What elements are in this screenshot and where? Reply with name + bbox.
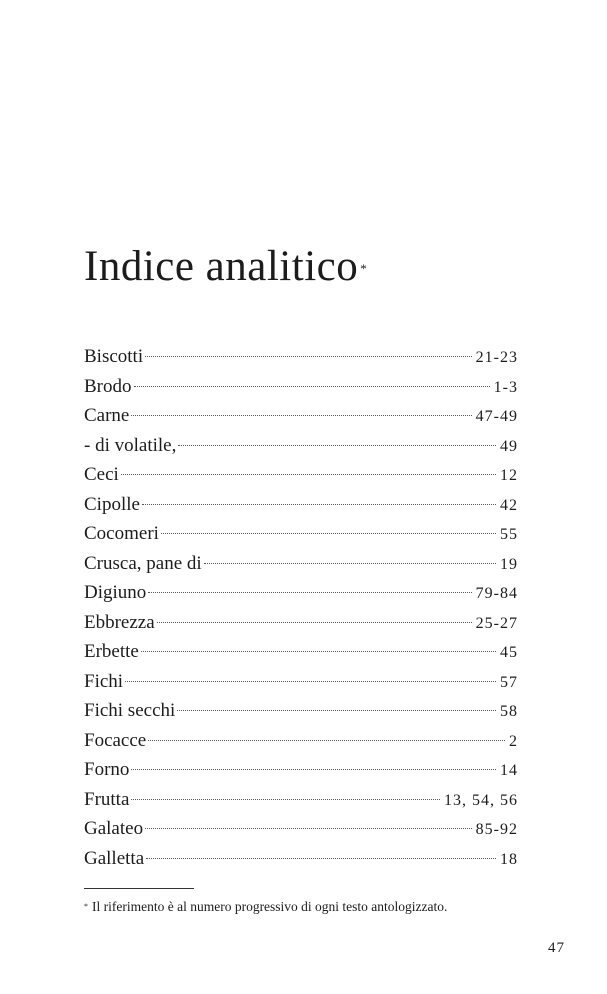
index-pages: 49 <box>500 437 518 455</box>
dot-leader <box>145 828 472 829</box>
index-term: Ebbrezza <box>84 611 155 633</box>
dot-leader <box>157 622 472 623</box>
index-entry <box>84 844 518 874</box>
index-pages: 21-23 <box>475 349 518 366</box>
dot-leader <box>134 386 490 387</box>
index-entry <box>84 431 518 461</box>
index-pages: 25-27 <box>475 614 518 632</box>
dot-leader <box>131 799 440 800</box>
index-pages: 18 <box>500 850 518 868</box>
index-pages: 2 <box>509 732 518 750</box>
footnote-marker: * <box>360 261 368 276</box>
index-pages: 47-49 <box>475 408 518 425</box>
footnote-divider <box>84 888 194 889</box>
index-term: Fichi secchi <box>84 700 176 721</box>
index-term: Cipolle <box>84 493 140 515</box>
index-term: Carne <box>84 405 130 426</box>
index-term: Crusca, pane di <box>84 552 202 574</box>
index-term: Biscotti <box>84 346 144 367</box>
index-term: Erbette <box>84 641 139 662</box>
index-pages: 14 <box>500 762 518 779</box>
index-pages: 58 <box>500 703 518 720</box>
index-pages: 85-92 <box>475 821 518 838</box>
dot-leader <box>121 474 496 475</box>
index-pages: 19 <box>500 555 518 573</box>
footnote <box>84 897 447 917</box>
index-pages: 79-84 <box>475 585 518 602</box>
dot-leader <box>204 563 496 564</box>
index-entry <box>84 549 518 579</box>
index-entry <box>84 726 518 756</box>
dot-leader <box>146 858 496 859</box>
index-term: Forno <box>84 759 130 780</box>
index-list <box>84 342 518 873</box>
page-title-text: Indice analitico <box>84 243 359 290</box>
index-entry <box>84 785 518 815</box>
index-term: Cocomeri <box>84 523 159 544</box>
index-entry <box>84 519 518 549</box>
dot-leader <box>177 710 496 711</box>
footnote-text: Il riferimento è al numero progressivo di ogni testo antologizzato. <box>92 899 448 914</box>
index-entry <box>84 490 518 520</box>
index-pages: 13, 54, 56 <box>444 791 518 809</box>
footnote-marker: * <box>84 902 88 911</box>
index-pages: 12 <box>500 467 518 484</box>
dot-leader <box>145 356 472 357</box>
index-term: Fichi <box>84 670 124 692</box>
dot-leader <box>142 504 496 505</box>
dot-leader <box>161 533 496 534</box>
index-term: - di volatile, <box>84 434 177 456</box>
index-entry <box>84 696 518 726</box>
index-entry <box>84 755 518 785</box>
index-entry <box>84 608 518 638</box>
index-term: Galateo <box>84 818 144 839</box>
index-entry <box>84 667 518 697</box>
index-entry <box>84 401 518 431</box>
dot-leader <box>141 651 496 652</box>
index-pages: 55 <box>500 526 518 543</box>
index-term: Galletta <box>84 847 145 869</box>
index-pages: 42 <box>500 496 518 514</box>
index-entry <box>84 460 518 490</box>
dot-leader <box>178 445 496 446</box>
index-pages: 1-3 <box>493 378 518 396</box>
index-entry <box>84 342 518 372</box>
dot-leader <box>125 681 496 682</box>
dot-leader <box>131 415 471 416</box>
index-term: Digiuno <box>84 582 147 603</box>
index-entry <box>84 578 518 608</box>
index-term: Brodo <box>84 375 132 397</box>
dot-leader <box>148 592 471 593</box>
page-number: 47 <box>548 940 565 956</box>
index-entry <box>84 814 518 844</box>
index-pages: 45 <box>500 644 518 661</box>
index-entry <box>84 637 518 667</box>
dot-leader <box>148 740 505 741</box>
index-term: Ceci <box>84 464 119 485</box>
index-term: Frutta <box>84 788 130 810</box>
dot-leader <box>131 769 496 770</box>
index-term: Focacce <box>84 729 147 751</box>
page-title <box>84 237 367 297</box>
index-entry <box>84 372 518 402</box>
index-pages: 57 <box>500 673 518 691</box>
